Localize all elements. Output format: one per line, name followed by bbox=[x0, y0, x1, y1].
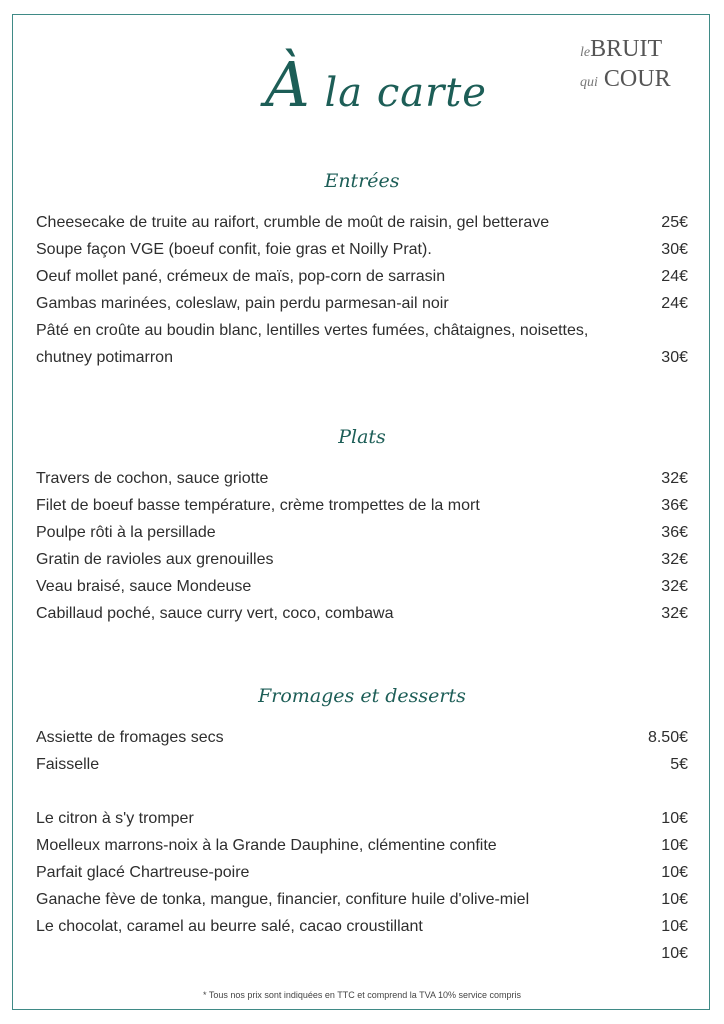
menu-item-price: 10€ bbox=[661, 810, 688, 827]
menu-item bbox=[36, 492, 688, 519]
menu-item-price: 10€ bbox=[661, 891, 688, 908]
restaurant-logo bbox=[580, 36, 671, 96]
menu-item-price: 30€ bbox=[661, 349, 688, 366]
menu-item bbox=[36, 465, 688, 492]
menu-item-price: 5€ bbox=[670, 756, 688, 773]
menu-item-price: 36€ bbox=[661, 497, 688, 514]
menu-item bbox=[36, 913, 688, 940]
menu-item bbox=[36, 724, 688, 751]
desserts-list bbox=[36, 724, 688, 967]
menu-item-name: Veau braisé, sauce Mondeuse bbox=[36, 578, 252, 595]
menu-item-price: 24€ bbox=[661, 268, 688, 285]
menu-item-name: Assiette de fromages secs bbox=[36, 729, 224, 746]
menu-content bbox=[36, 166, 688, 967]
section-title-plats: Plats bbox=[338, 426, 386, 448]
footer-note: * Tous nos prix sont indiquées en TTC et comprend la TVA 10% service compris bbox=[203, 990, 521, 1000]
menu-item-name: Cabillaud poché, sauce curry vert, coco, combawa bbox=[36, 605, 394, 622]
menu-item-price: 36€ bbox=[661, 524, 688, 541]
menu-item bbox=[36, 573, 688, 600]
menu-item bbox=[36, 546, 688, 573]
logo-text: qui bbox=[580, 75, 598, 90]
menu-item bbox=[36, 236, 688, 263]
page-title: À la carte bbox=[265, 48, 487, 121]
menu-item-name: Travers de cochon, sauce griotte bbox=[36, 470, 269, 487]
menu-item-name: Le citron à s'y tromper bbox=[36, 810, 194, 827]
logo-text: COUR bbox=[603, 66, 671, 92]
menu-item-name: Oeuf mollet pané, crémeux de maïs, pop-corn de sarrasin bbox=[36, 268, 446, 285]
menu-item bbox=[36, 805, 688, 832]
menu-item bbox=[36, 751, 688, 778]
menu-item-price: 32€ bbox=[661, 470, 688, 487]
menu-item-name: Ganache fève de tonka, mangue, financier, confiture huile d'olive-miel bbox=[36, 891, 530, 908]
plats-list bbox=[36, 465, 688, 627]
menu-item bbox=[36, 317, 688, 371]
entrees-list bbox=[36, 209, 688, 371]
menu-item-name: Faisselle bbox=[36, 756, 100, 773]
menu-item bbox=[36, 886, 688, 913]
menu-item-price: 10€ bbox=[661, 864, 688, 881]
menu-item-name: Filet de boeuf basse température, crème trompettes de la mort bbox=[36, 497, 480, 514]
menu-item-price: 8.50€ bbox=[647, 729, 688, 746]
menu-item-name: Cheesecake de truite au raifort, crumble de moût de raisin, gel betterave bbox=[36, 214, 550, 231]
menu-item-name: Soupe façon VGE (boeuf confit, foie gras et Noilly Prat). bbox=[36, 241, 432, 258]
section-title-desserts: Fromages et desserts bbox=[258, 685, 466, 707]
menu-item-price: 25€ bbox=[661, 214, 688, 231]
menu-item-name: Le chocolat, caramel au beurre salé, cacao croustillant bbox=[36, 918, 423, 935]
menu-item bbox=[36, 940, 688, 967]
logo-text: le bbox=[580, 45, 591, 60]
menu-item bbox=[36, 859, 688, 886]
menu-item bbox=[36, 600, 688, 627]
menu-item-price: 32€ bbox=[661, 551, 688, 568]
menu-item-price: 32€ bbox=[661, 605, 688, 622]
menu-item-name: Parfait glacé Chartreuse-poire bbox=[36, 864, 250, 881]
menu-item bbox=[36, 832, 688, 859]
menu-item-price: 10€ bbox=[661, 837, 688, 854]
section-title-entrees: Entrées bbox=[324, 170, 400, 192]
menu-item bbox=[36, 519, 688, 546]
menu-item-name: Pâté en croûte au boudin blanc, lentilles vertes fumées, châtaignes, noisettes, chutney potimarron bbox=[36, 322, 589, 366]
menu-item-name: Moelleux marrons-noix à la Grande Dauphine, clémentine confite bbox=[36, 837, 497, 854]
menu-item-name: Poulpe rôti à la persillade bbox=[36, 524, 216, 541]
menu-item-price: 24€ bbox=[661, 295, 688, 312]
menu-item-price: 10€ bbox=[661, 918, 688, 935]
menu-item-price: 30€ bbox=[661, 241, 688, 258]
menu-item bbox=[36, 290, 688, 317]
menu-item bbox=[36, 263, 688, 290]
logo-text: BRUIT bbox=[590, 36, 663, 62]
menu-item-name: Gambas marinées, coleslaw, pain perdu parmesan-ail noir bbox=[36, 295, 449, 312]
menu-item-price: 10€ bbox=[661, 945, 688, 962]
menu-item-name: Gratin de ravioles aux grenouilles bbox=[36, 551, 274, 568]
menu-item bbox=[36, 209, 688, 236]
menu-item-price: 32€ bbox=[661, 578, 688, 595]
